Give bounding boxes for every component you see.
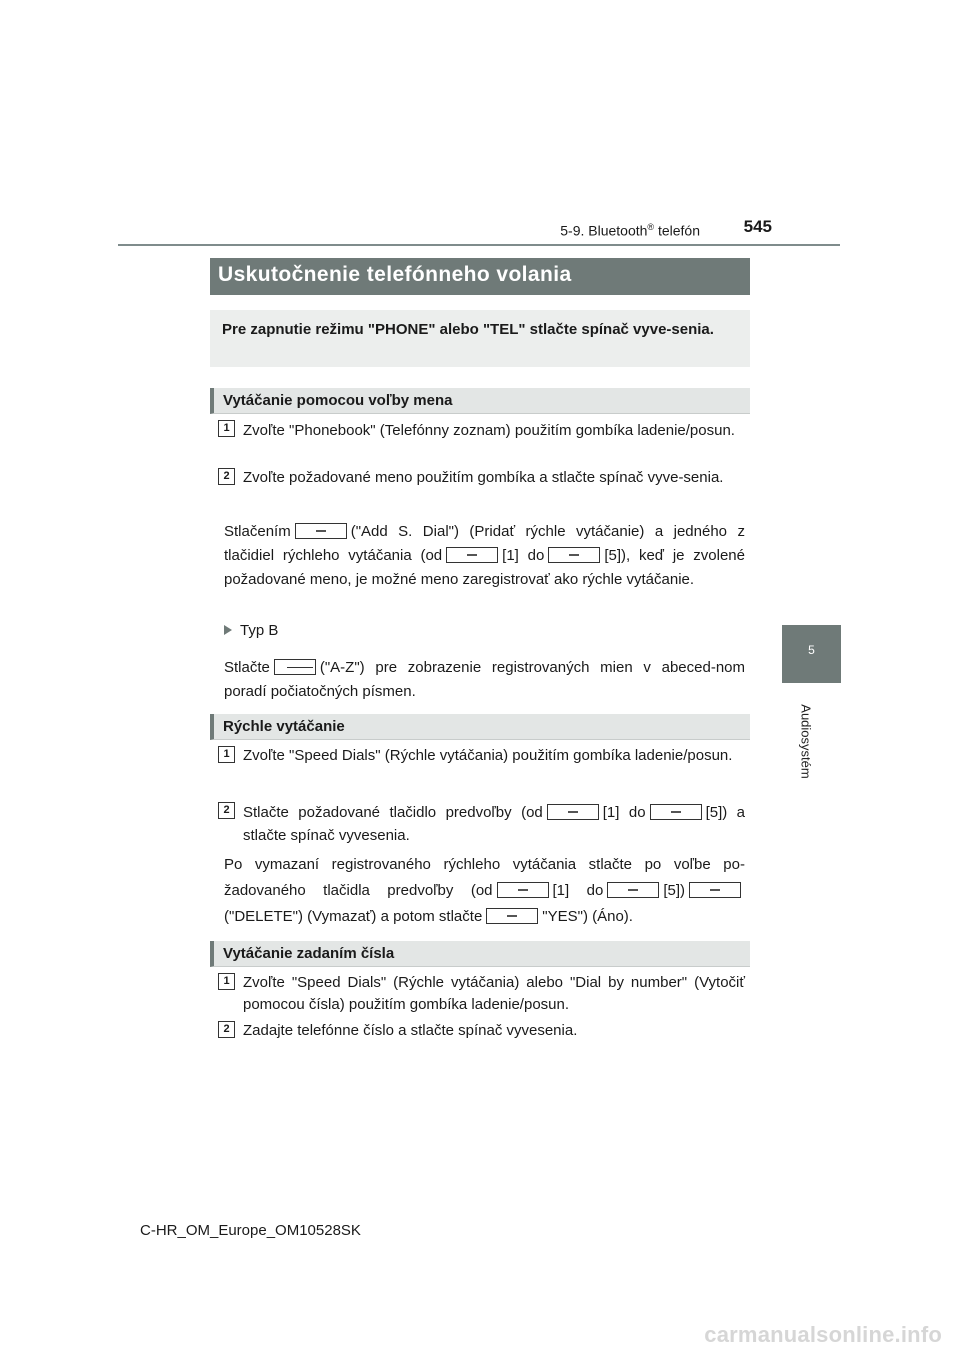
button-icon — [446, 547, 498, 563]
chapter-tab: 5 — [782, 625, 841, 683]
button-icon — [295, 523, 347, 539]
button-icon — [650, 804, 702, 820]
step-text: Zvoľte "Phonebook" (Telefónny zoznam) použitím gombíka ladenie/posun. — [243, 422, 735, 439]
step-number: 2 — [218, 468, 235, 485]
body-paragraph: Stlačením ("Add S. Dial") (Pridať rýchle vytáčanie) a jedného z tlačidiel rýchleho vytáčania (od [1] do [5]), keď je zvolené požadované meno, je možné meno zaregistrovať ako rýchle vytáčanie. — [224, 523, 745, 588]
step-text: Zadajte telefónne číslo a stlačte spínač vyvesenia. — [243, 1022, 578, 1039]
button-icon — [547, 804, 599, 820]
body-paragraph: Po vymazaní registrovaného rýchleho vytáčania stlačte po voľbe po-žadovaného tlačidla predvoľby (od [1] do [5])("DELETE") (Vymazať) a potom stlačte "YES") (Áno). — [224, 856, 745, 925]
body-paragraph: Stlačte ("A-Z") pre zobrazenie registrovaných mien v abeced-nom poradí počiatočných písmen. — [224, 659, 745, 700]
step-number: 2 — [218, 1021, 235, 1038]
step-number: 2 — [218, 802, 235, 819]
page-number: 545 — [743, 217, 772, 236]
intro-box: Pre zapnutie režimu "PHONE" alebo "TEL" stlačte spínač vyve-senia. — [210, 310, 750, 367]
step-text: Zvoľte "Speed Dials" (Rýchle vytáčania) použitím gombíka ladenie/posun. — [243, 747, 733, 764]
button-icon — [486, 908, 538, 924]
step-text: Zvoľte "Speed Dials" (Rýchle vytáčania) alebo "Dial by number" (Vytočiť pomocou čísla) použitím gombíka ladenie/posun. — [243, 974, 745, 1013]
step-number: 1 — [218, 973, 235, 990]
button-icon — [497, 882, 549, 898]
watermark: carmanualsonline.info — [704, 1322, 942, 1347]
header-rule — [118, 244, 840, 246]
document-code: C-HR_OM_Europe_OM10528SK — [140, 1222, 361, 1239]
button-icon — [548, 547, 600, 563]
page-title: Uskutočnenie telefónneho volania — [210, 258, 750, 295]
step-text: Zvoľte požadované meno použitím gombíka a stlačte spínač vyve-senia. — [243, 469, 724, 486]
type-label: Typ B — [224, 620, 745, 642]
section-title: 5-9. Bluetooth® telefón — [560, 222, 700, 239]
page-header — [118, 214, 840, 246]
button-icon — [274, 659, 316, 675]
triangle-bullet-icon — [224, 625, 232, 635]
chapter-label: Audiosystém — [798, 704, 814, 779]
step-number: 1 — [218, 420, 235, 437]
subheading-name-dialing: Vytáčanie pomocou voľby mena — [210, 388, 750, 414]
button-icon — [689, 882, 741, 898]
step-number: 1 — [218, 746, 235, 763]
subheading-speed-dial: Rýchle vytáčanie — [210, 714, 750, 740]
subheading-number-dialing: Vytáčanie zadaním čísla — [210, 941, 750, 967]
step-text: Stlačte požadované tlačidlo predvoľby (od [1] do [5]) a stlačte spínač vyvesenia. — [243, 804, 746, 844]
button-icon — [607, 882, 659, 898]
